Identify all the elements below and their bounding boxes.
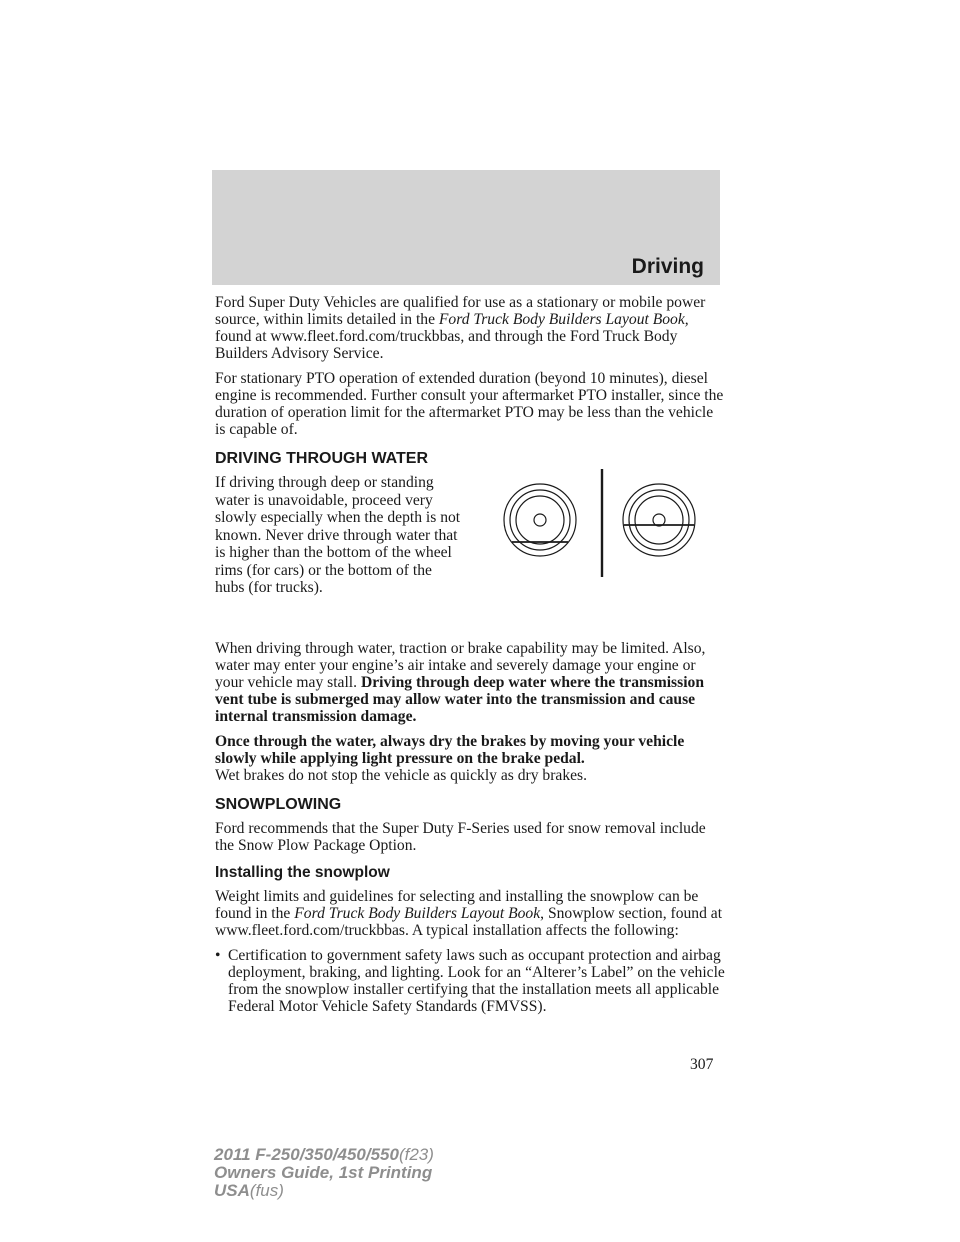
wet-brakes-note: Wet brakes do not stop the vehicle as quickly as dry brakes. <box>215 767 588 784</box>
section-header-band <box>212 170 720 285</box>
power-source-paragraph: Ford Super Duty Vehicles are qualified for use as a stationary or mobile power source, within limits detailed in the Ford Truck Body Builders Layout Book, found at www.fleet.ford.com/truckbbas, and through the Ford Truck Body Builders Advisory Service. <box>215 294 706 362</box>
section-title: Driving <box>631 255 704 278</box>
water-heading: DRIVING THROUGH WATER <box>215 450 429 467</box>
dry-brakes-warning: Once through the water, always dry the brakes by moving your vehicle slowly while applying light pressure on the brake pedal. <box>215 733 685 767</box>
wheel-water-depth-illustration <box>500 464 730 634</box>
page-number: 307 <box>690 1056 714 1073</box>
document-footer: 2011 F-250/350/450/550(f23) Owners Guide, 1st Printing USA(fus) <box>214 1145 434 1200</box>
list-item: • Certification to government safety laws such as occupant protection and airbag deployment, braking, and lighting. Look for an “Alterer’s Label” on the vehicle from the snowplow installer certifying that the installation meets all applicable Federal Motor Vehicle Safety Standards (FMVSS). <box>215 947 725 1015</box>
transmission-warning: Driving through deep water where the transmission vent tube is submerged may allow water into the transmission and cause internal transmission damage. <box>215 674 704 725</box>
bullet-icon: • <box>215 947 221 964</box>
book-title: Ford Truck Body Builders Layout Book, <box>438 311 689 328</box>
installing-snowplow-subheading: Installing the snowplow <box>215 864 390 881</box>
snowplow-recommendation: Ford recommends that the Super Duty F-Series used for snow removal include the Snow Plow Package Option. <box>215 820 706 854</box>
water-intro: If driving through deep or standing water is unavoidable, proceed very slowly especially when the depth is not known. Never drive through water that is higher than the bottom of the wheel rims (for cars) or the bottom of the hubs (for trucks). <box>215 474 461 596</box>
snowplowing-heading: SNOWPLOWING <box>215 796 342 813</box>
water-warning-paragraph: When driving through water, traction or brake capability may be limited. Also, water may enter your engine’s air intake and severely damage your engine or your vehicle may stall. Driving through deep water where the transmission vent tube is submerged may allow water into the transmission and cause internal transmission damage. <box>215 640 706 725</box>
snowplow-install-paragraph: Weight limits and guidelines for selecting and installing the snowplow can be found in the Ford Truck Body Builders Layout Book, Snowplow section, found at www.fleet.ford.com/truckbbas. A typical installation affects the following: <box>215 888 723 939</box>
page-content <box>215 294 725 1015</box>
pto-paragraph: For stationary PTO operation of extended duration (beyond 10 minutes), diesel engine is recommended. Further consult your aftermarket PTO installer, since the duration of operation limit for the aftermarket PTO may be less than the vehicle is capable of. <box>215 370 724 438</box>
book-title-snowplow: Ford Truck Body Builders Layout Book <box>294 905 541 922</box>
water-section <box>215 474 725 634</box>
